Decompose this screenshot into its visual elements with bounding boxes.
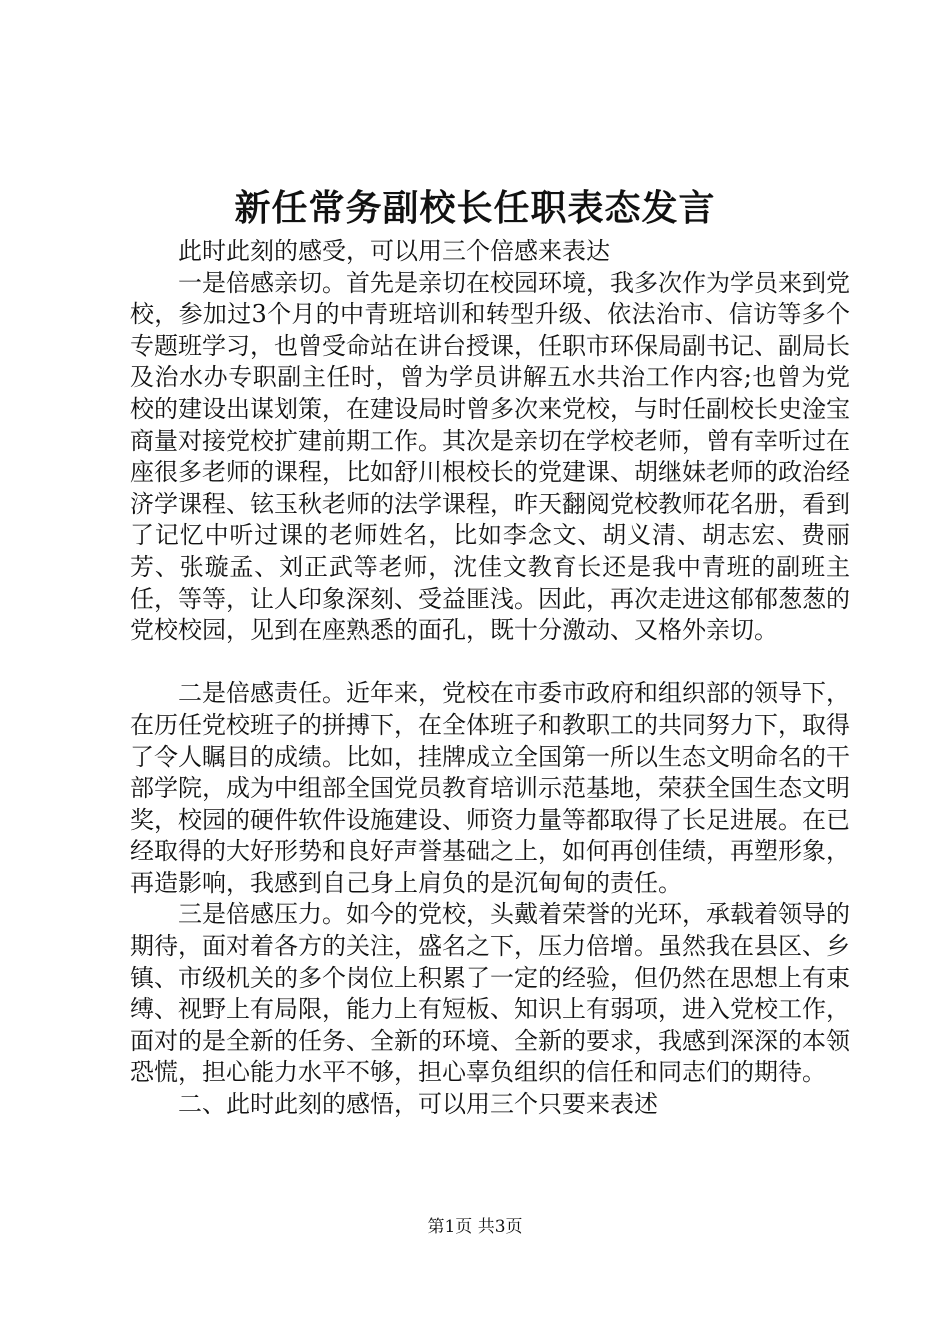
page-footer: 第1页 共3页: [427, 1217, 523, 1237]
paragraph-pressure: 三是倍感压力。如今的党校，头戴着荣誉的光环，承载着领导的期待，面对着各方的关注，盛名之下，压力倍增。虽然我在县区、乡镇、市级机关的多个岗位上积累了一定的经验，但仍然在思想上有束缚、视野上有局限，能力上有短板、知识上有弱项，进入党校工作，面对的是全新的任务、全新的环境、全新的要求，我感到深深的本领恐慌，担心能力水平不够，担心辜负组织的信任和同志们的期待。: [130, 900, 850, 1087]
document-body: [130, 236, 850, 1121]
document-title: 新任常务副校长任职表态发言: [234, 187, 716, 229]
paragraph-spacer: [130, 647, 850, 679]
paragraph-responsibility: 二是倍感责任。近年来，党校在市委市政府和组织部的领导下，在历任党校班子的拼搏下，在全体班子和教职工的共同努力下，取得了令人瞩目的成绩。比如，挂牌成立全国第一所以生态文明命名的干部学院，成为中组部全国党员教育培训示范基地，荣获全国生态文明奖，校园的硬件软件设施建设、师资力量等都取得了长足进展。在已经取得的大好形势和良好声誉基础之上，如何再创佳绩，再塑形象，再造影响，我感到自己身上肩负的是沉甸甸的责任。: [130, 679, 850, 897]
paragraph-intro: 此时此刻的感受，可以用三个倍感来表达: [178, 237, 610, 265]
paragraph-cordial: 一是倍感亲切。首先是亲切在校园环境，我多次作为学员来到党校，参加过3个月的中青班培训和转型升级、依法治市、信访等多个专题班学习，也曾受命站在讲台授课，任职市环保局副书记、副局长及治水办专职副主任时，曾为学员讲解五水共治工作内容;也曾为党校的建设出谋划策，在建设局时曾多次来党校，与时任副校长史淦宝商量对接党校扩建前期工作。其次是亲切在学校老师，曾有幸听过在座很多老师的课程，比如舒川根校长的党建课、胡继妹老师的政治经济学课程、铉玉秋老师的法学课程，昨天翻阅党校教师花名册，看到了记忆中听过课的老师姓名，比如李念文、胡义清、胡志宏、费丽芳、张璇孟、刘正武等老师，沈佳文教育长还是我中青班的副班主任，等等，让人印象深刻、受益匪浅。因此，再次走进这郁郁葱葱的党校校园，见到在座熟悉的面孔，既十分激动、又格外亲切。: [130, 268, 850, 645]
paragraph-section-two: 二、此时此刻的感悟，可以用三个只要来表述: [178, 1090, 658, 1119]
